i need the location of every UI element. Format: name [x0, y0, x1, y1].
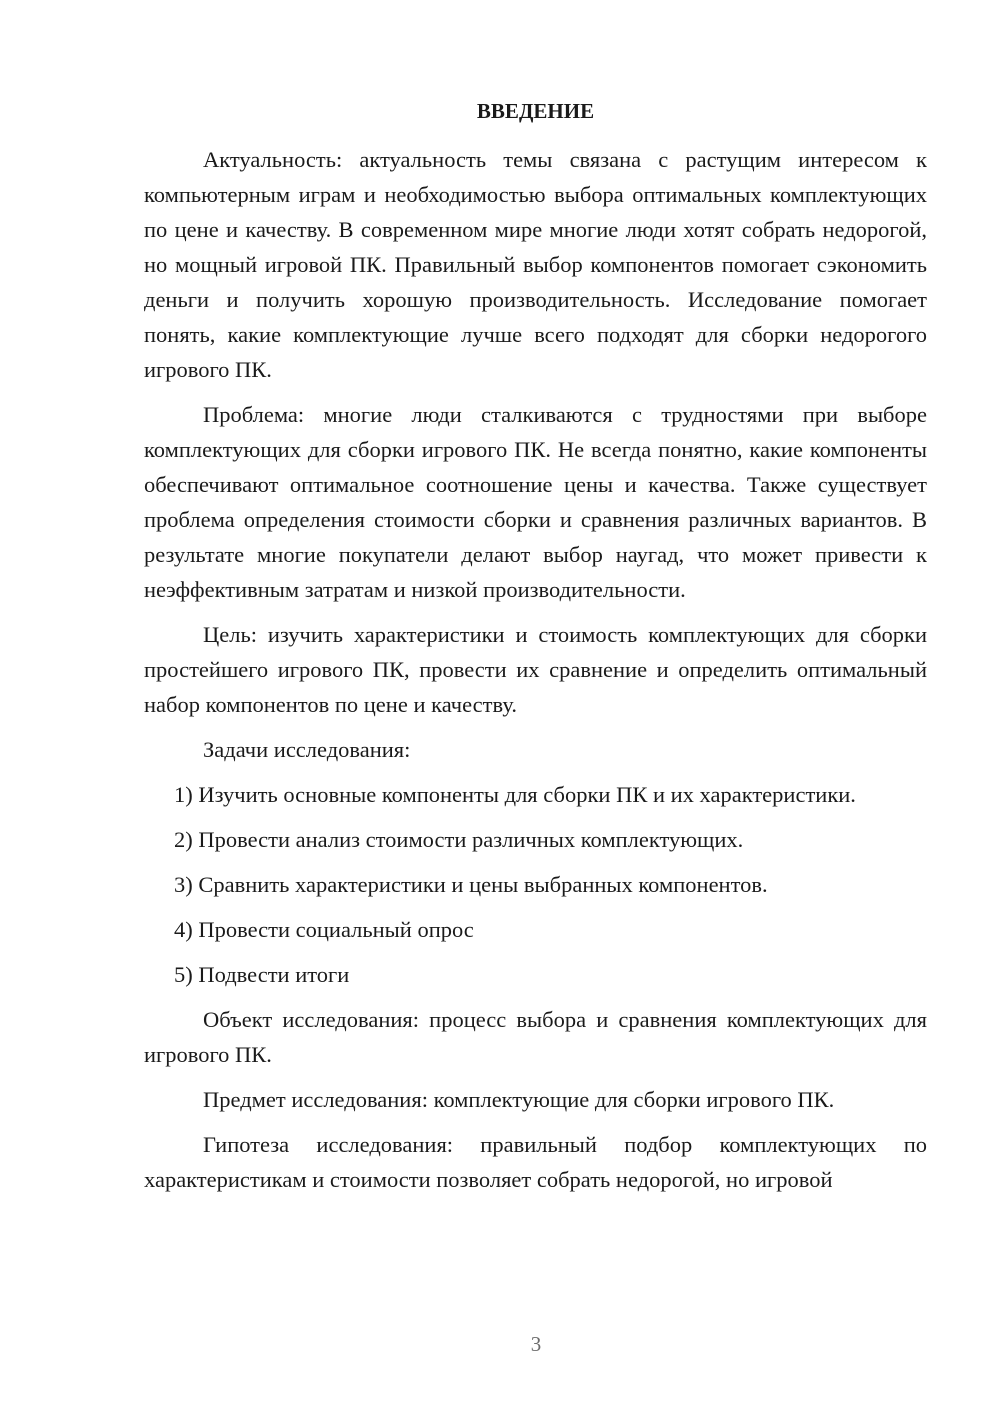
- page-number: 3: [530, 1332, 542, 1356]
- paragraph-subject: Предмет исследования: комплектующие для сборки игрового ПК.: [203, 1087, 835, 1112]
- section-heading: ВВЕДЕНИЕ: [476, 99, 595, 123]
- task-item-1: 1) Изучить основные компоненты для сборки ПК и их характеристики.: [174, 782, 856, 807]
- paragraph-hypothesis: Гипотеза исследования: правильный подбор комплектующих по характеристикам и стоимости позволяет собрать недорогой, но игровой: [144, 1132, 927, 1192]
- paragraph-goal: Цель: изучить характеристики и стоимость комплектующих для сборки простейшего игрового ПК, провести их сравнение и определить оптимальный набор компонентов по цене и качеству.: [144, 622, 927, 717]
- paragraph-object: Объект исследования: процесс выбора и сравнения комплектующих для игрового ПК.: [144, 1007, 927, 1067]
- task-item-2: 2) Провести анализ стоимости различных комплектующих.: [174, 827, 744, 852]
- paragraph-problem: Проблема: многие люди сталкиваются с трудностями при выборе комплектующих для сборки игрового ПК. Не всегда понятно, какие компоненты обеспечивают оптимальное соотношение цены и качества. Также существует проблема определения стоимости сборки и сравнения различных вариантов. В результате многие покупатели делают выбор наугад, что может привести к неэффективным затратам и низкой производительности.: [144, 402, 927, 602]
- paragraph-tasks-title: Задачи исследования:: [203, 737, 411, 762]
- paragraph-relevance: Актуальность: актуальность темы связана с растущим интересом к компьютерным играм и необходимостью выбора оптимальных комплектующих по цене и качеству. В современном мире многие люди хотят собрать недорогой, но мощный игровой ПК. Правильный выбор компонентов помогает сэкономить деньги и получить хорошую производительность. Исследование помогает понять, какие комплектующие лучше всего подходят для сборки недорогого игрового ПК.: [144, 147, 927, 382]
- task-item-5: 5) Подвести итоги: [174, 962, 350, 987]
- task-item-3: 3) Сравнить характеристики и цены выбранных компонентов.: [174, 872, 768, 897]
- document-body: [144, 94, 927, 1207]
- task-item-4: 4) Провести социальный опрос: [174, 917, 474, 942]
